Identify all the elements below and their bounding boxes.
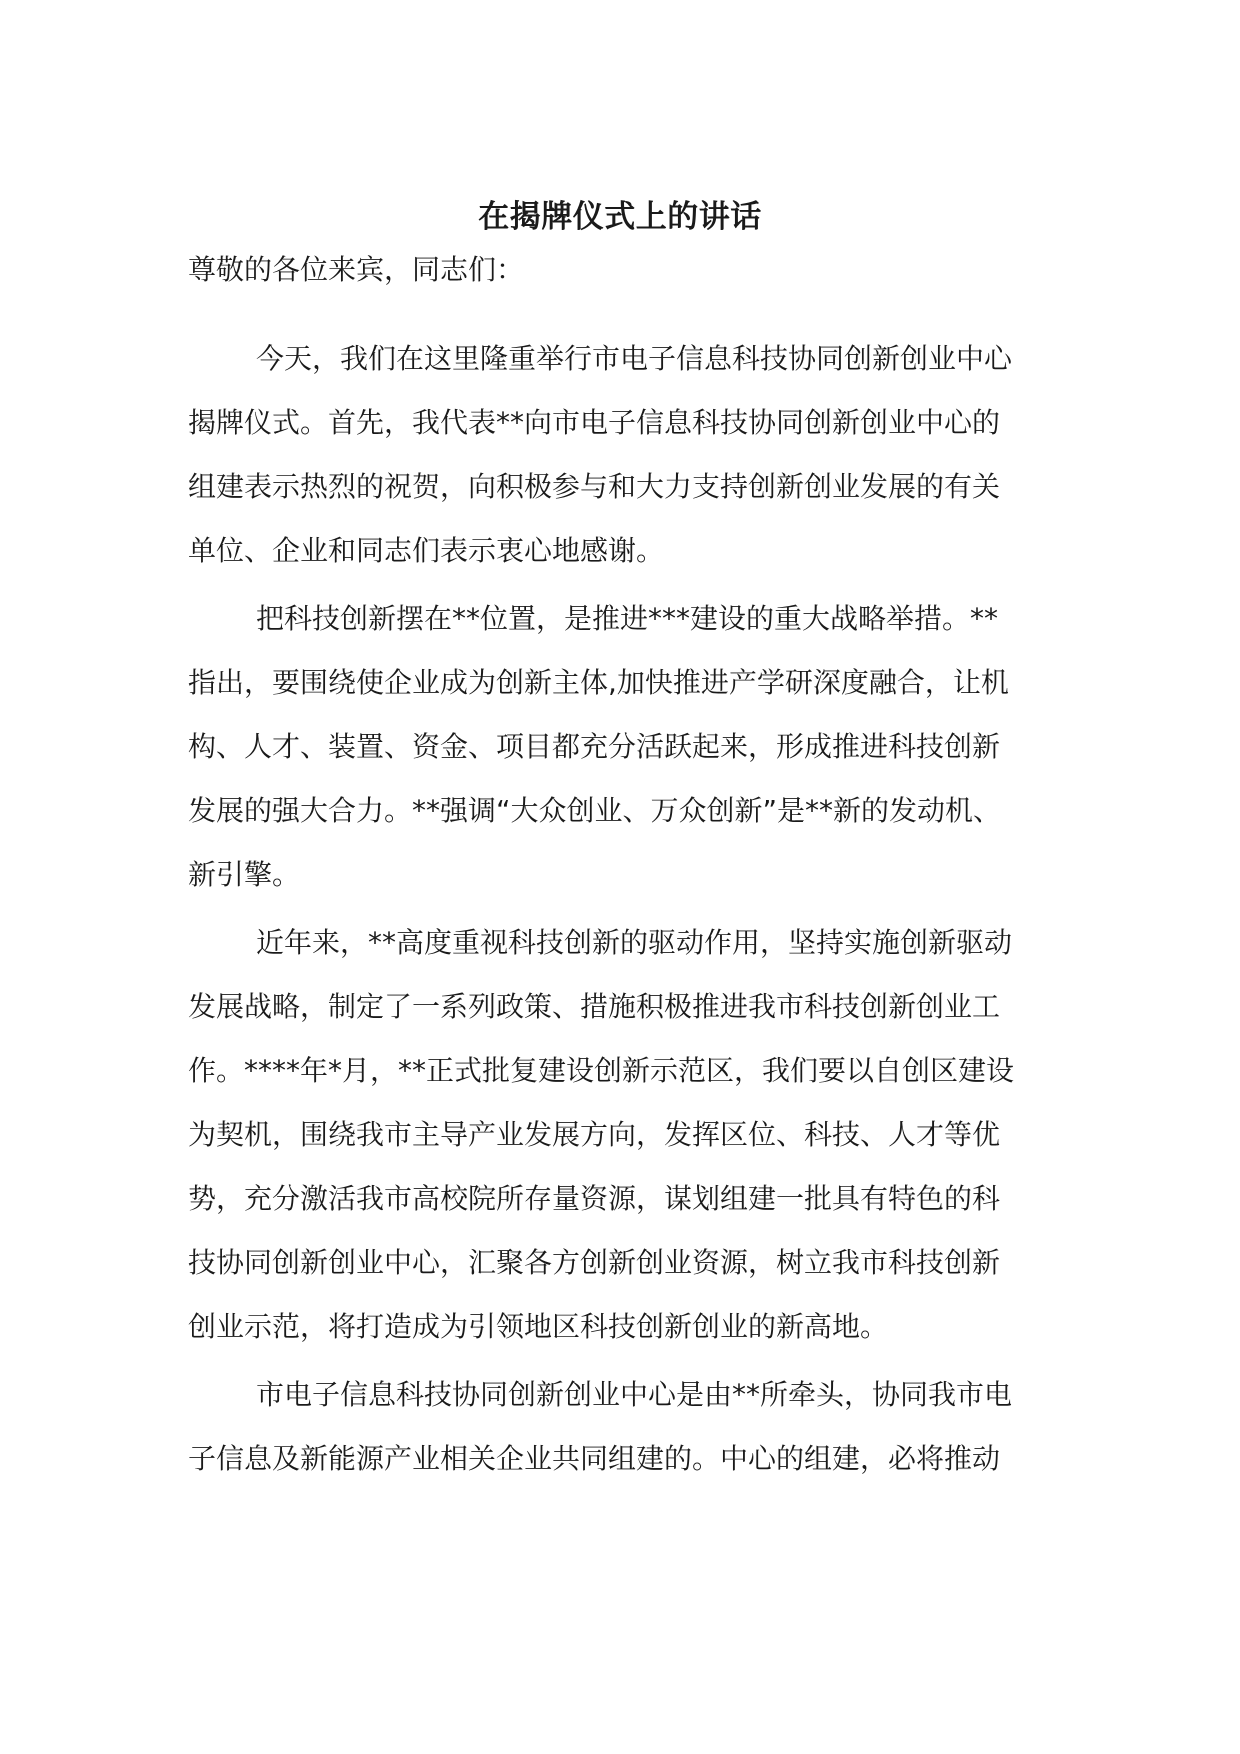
paragraph	[188, 599, 1068, 895]
paragraph-line: 技协同创新创业中心，汇聚各方创新创业资源，树立我市科技创新	[188, 1246, 1001, 1279]
paragraph-line: 作。****年*月，**正式批复建设创新示范区，我们要以自创区建设	[188, 1054, 1015, 1087]
paragraph-line: 揭牌仪式。首先，我代表**向市电子信息科技协同创新创业中心的	[188, 406, 1001, 439]
paragraph	[188, 339, 1068, 571]
paragraph-line: 指出，要围绕使企业成为创新主体,加快推进产学研深度融合，让机	[188, 666, 1009, 699]
paragraph	[188, 1375, 1068, 1479]
paragraph-line: 把科技创新摆在**位置，是推进***建设的重大战略举措。**	[256, 602, 999, 635]
paragraph-line: 组建表示热烈的祝贺，向积极参与和大力支持创新创业发展的有关	[188, 470, 1001, 503]
paragraph-line: 子信息及新能源产业相关企业共同组建的。中心的组建，必将推动	[188, 1442, 1001, 1475]
paragraph-line: 为契机，围绕我市主导产业发展方向，发挥区位、科技、人才等优	[188, 1118, 1001, 1151]
paragraph	[188, 923, 1068, 1347]
paragraph-line: 市电子信息科技协同创新创业中心是由**所牵头，协同我市电	[256, 1378, 1013, 1411]
document-body	[188, 250, 1068, 1507]
paragraph-line: 创业示范，将打造成为引领地区科技创新创业的新高地。	[188, 1310, 889, 1343]
paragraph-line: 发展的强大合力。**强调“大众创业、万众创新”是**新的发动机、	[188, 794, 1002, 827]
paragraph-line: 新引擎。	[188, 858, 301, 891]
paragraph-line: 构、人才、装置、资金、项目都充分活跃起来，形成推进科技创新	[188, 730, 1001, 763]
paragraph-line: 发展战略，制定了一系列政策、措施积极推进我市科技创新创业工	[188, 990, 1001, 1023]
paragraph-line: 近年来，**高度重视科技创新的驱动作用，坚持实施创新驱动	[256, 926, 1013, 959]
paragraph-line: 单位、企业和同志们表示衷心地感谢。	[188, 534, 665, 567]
paragraph-line: 今天，我们在这里隆重举行市电子信息科技协同创新创业中心	[256, 342, 1013, 375]
salutation: 尊敬的各位来宾，同志们：	[188, 253, 525, 286]
document-title: 在揭牌仪式上的讲话	[478, 198, 762, 235]
paragraph-line: 势，充分激活我市高校院所存量资源，谋划组建一批具有特色的科	[188, 1182, 1001, 1215]
